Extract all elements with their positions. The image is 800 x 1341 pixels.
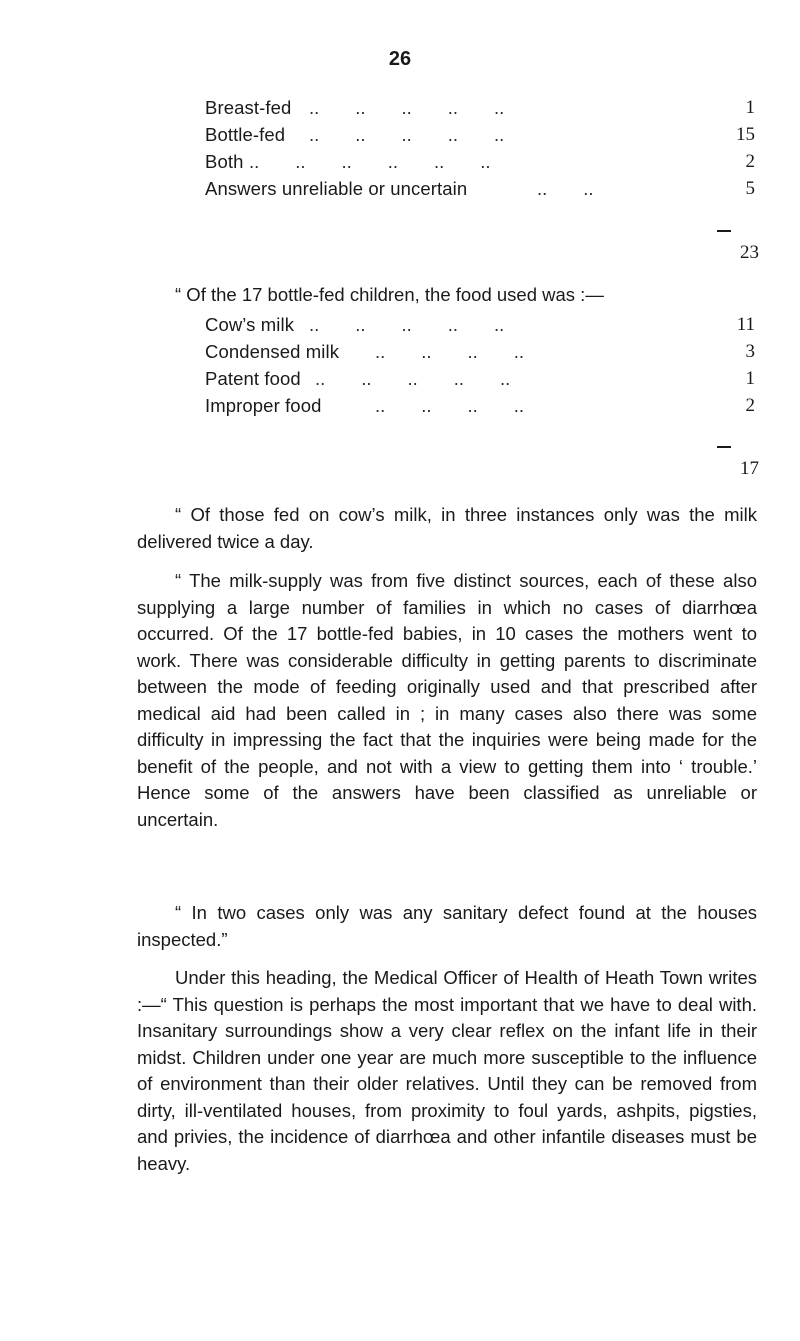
leader-dots: .. .. .. .. (375, 341, 525, 362)
table-row (205, 175, 755, 203)
leader-dots: .. .. .. .. .. (315, 368, 511, 389)
row-value: 1 (745, 97, 755, 118)
table-row (205, 365, 755, 393)
leader-dots: .. .. .. .. .. (309, 124, 505, 145)
row-value: 2 (745, 151, 755, 172)
table-row (205, 392, 755, 420)
table-total: 17 (740, 458, 759, 479)
table-row (205, 311, 755, 339)
leader-dots: .. .. .. .. .. (309, 97, 505, 118)
row-label: Cow’s milk (205, 314, 295, 335)
row-label: Answers unreliable or uncertain (205, 178, 468, 199)
row-label: Patent food (205, 368, 301, 389)
leader-dots: .. .. .. .. .. .. (249, 151, 491, 172)
table-row (205, 121, 755, 149)
table-row (205, 338, 755, 366)
leader-dots: .. .. (537, 178, 594, 199)
row-value: 1 (745, 368, 755, 389)
table-total: 23 (740, 242, 759, 263)
table-row (205, 94, 755, 122)
row-value: 2 (745, 395, 755, 416)
feeding-method-table (205, 94, 755, 206)
row-value: 3 (745, 341, 755, 362)
table-row (205, 148, 755, 176)
row-label: Breast-fed (205, 97, 292, 118)
paragraph: “ In two cases only was any sanitary defect found at the houses inspected.” (137, 902, 757, 950)
row-value: 5 (745, 178, 755, 199)
row-label: Both (205, 151, 244, 172)
page-number: 26 (388, 48, 412, 70)
paragraph: “ Of those fed on cow’s milk, in three instances only was the milk delivered twice a day. (137, 504, 757, 552)
sum-rule (717, 446, 731, 448)
paragraph: “ The milk-supply was from five distinct sources, each of these also supplying a large number of families in which no cases of diarrhœa occurred. Of the 17 bottle-fed babies, in 10 cases the mothers went to work. There was considerable difficulty in getting parents to discriminate between the mode of feeding originally used and that prescribed after medical aid had been called in ; in many cases also there was some difficulty in impressing the fact that the inquiries were being made for the benefit of the people, and not with a view to getting them into ‘ trouble.’ Hence some of the answers have been classified as unreliable or uncertain. (137, 570, 757, 830)
row-value: 11 (736, 314, 755, 335)
row-label: Bottle-fed (205, 124, 286, 145)
leader-dots: .. .. .. .. (375, 395, 525, 416)
food-table (205, 311, 755, 423)
row-label: Improper food (205, 395, 322, 416)
leader-dots: .. .. .. .. .. (309, 314, 505, 335)
row-label: Condensed milk (205, 341, 340, 362)
row-value: 15 (736, 124, 755, 145)
food-intro: “ Of the 17 bottle-fed children, the food used was :— (175, 284, 604, 305)
sum-rule (717, 230, 731, 232)
paragraph: Under this heading, the Medical Officer of Health of Heath Town writes :—“ This question is perhaps the most important that we have to deal with. Insanitary surroundings show a very clear reflex on the infant life in their midst. Children under one year are much more susceptible to the influence of environment than their older relatives. Until they can be removed from dirty, ill-ventilated houses, from proximity to foul yards, ashpits, pigsties, and privies, the incidence of diarrhœa and other infantile diseases must be heavy. (137, 967, 757, 1174)
